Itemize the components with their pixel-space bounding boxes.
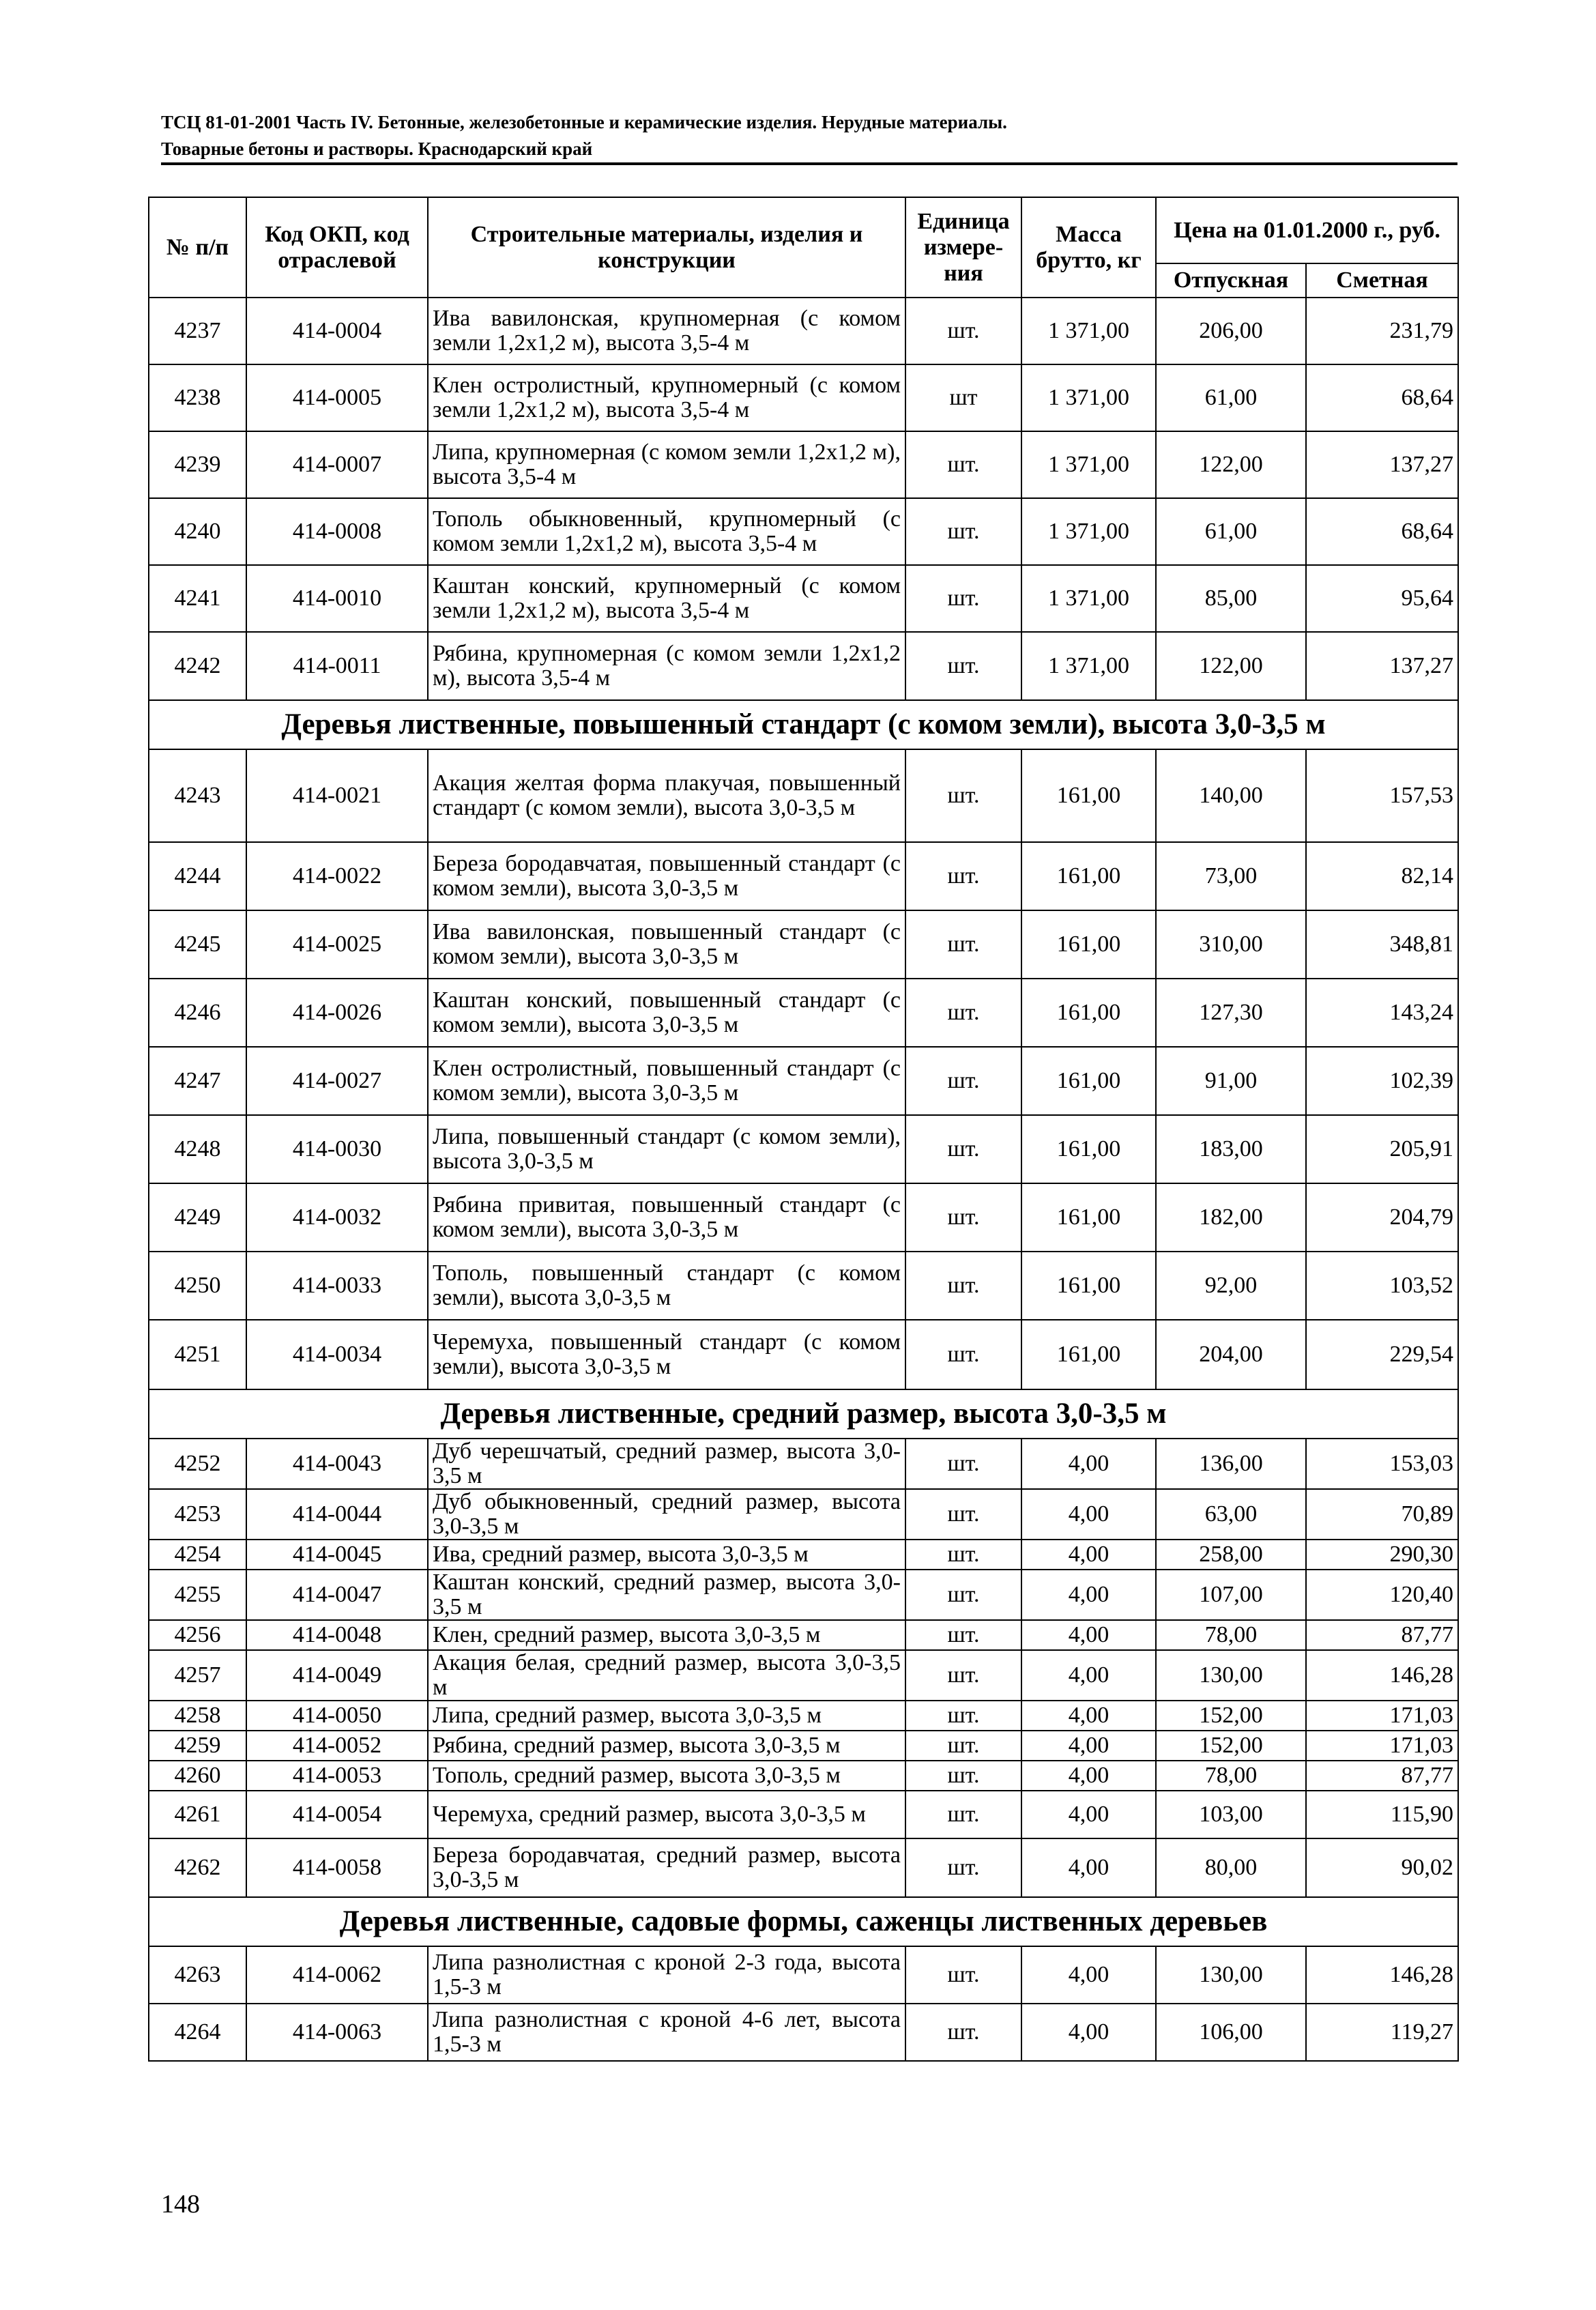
cell-num: 4247 xyxy=(149,1047,246,1115)
table-row xyxy=(149,1439,1458,1489)
cell-unit: шт. xyxy=(905,498,1021,565)
cell-unit: шт. xyxy=(905,979,1021,1047)
table-header xyxy=(149,197,1458,298)
cell-num: 4252 xyxy=(149,1439,246,1489)
cell-sm: 171,03 xyxy=(1306,1731,1458,1761)
cell-otp: 258,00 xyxy=(1156,1540,1306,1570)
cell-code: 414-0005 xyxy=(246,364,428,431)
cell-sm: 231,79 xyxy=(1306,298,1458,364)
cell-name: Черемуха, средний размер, высота 3,0-3,5 м xyxy=(428,1791,905,1838)
cell-otp: 183,00 xyxy=(1156,1115,1306,1183)
cell-sm: 87,77 xyxy=(1306,1761,1458,1791)
cell-otp: 78,00 xyxy=(1156,1761,1306,1791)
cell-code: 414-0008 xyxy=(246,498,428,565)
cell-num: 4253 xyxy=(149,1489,246,1540)
cell-otp: 204,00 xyxy=(1156,1320,1306,1389)
cell-name: Липа разнолистная с кроной 2-3 года, высота 1,5-3 м xyxy=(428,1946,905,2004)
cell-mass: 4,00 xyxy=(1021,1791,1156,1838)
cell-sm: 290,30 xyxy=(1306,1540,1458,1570)
cell-code: 414-0044 xyxy=(246,1489,428,1540)
cell-code: 414-0053 xyxy=(246,1761,428,1791)
table-row xyxy=(149,565,1458,632)
table-row xyxy=(149,1650,1458,1701)
cell-name: Каштан конский, крупномерный (с комом земли 1,2х1,2 м), высота 3,5-4 м xyxy=(428,565,905,632)
cell-name: Рябина привитая, повышенный стандарт (с комом земли), высота 3,0-3,5 м xyxy=(428,1183,905,1252)
cell-code: 414-0027 xyxy=(246,1047,428,1115)
cell-mass: 1 371,00 xyxy=(1021,565,1156,632)
table-row xyxy=(149,842,1458,910)
cell-code: 414-0011 xyxy=(246,632,428,700)
cell-mass: 4,00 xyxy=(1021,1731,1156,1761)
cell-code: 414-0010 xyxy=(246,565,428,632)
cell-unit: шт. xyxy=(905,910,1021,979)
cell-num: 4237 xyxy=(149,298,246,364)
cell-otp: 73,00 xyxy=(1156,842,1306,910)
cell-mass: 4,00 xyxy=(1021,1489,1156,1540)
cell-sm: 171,03 xyxy=(1306,1701,1458,1731)
table-row xyxy=(149,979,1458,1047)
col-header-price: Цена на 01.01.2000 г., руб. xyxy=(1156,197,1458,263)
header-line-2: Товарные бетоны и растворы. Краснодарский край xyxy=(161,139,593,159)
cell-unit: шт. xyxy=(905,1183,1021,1252)
cell-unit: шт. xyxy=(905,1731,1021,1761)
cell-otp: 152,00 xyxy=(1156,1701,1306,1731)
cell-num: 4246 xyxy=(149,979,246,1047)
cell-otp: 61,00 xyxy=(1156,364,1306,431)
cell-unit: шт. xyxy=(905,1570,1021,1620)
col-header-name: Строительные материалы, изделия и конструкции xyxy=(428,197,905,298)
cell-otp: 130,00 xyxy=(1156,1650,1306,1701)
table-row xyxy=(149,298,1458,364)
cell-unit: шт. xyxy=(905,1320,1021,1389)
cell-mass: 161,00 xyxy=(1021,1047,1156,1115)
table-row xyxy=(149,1731,1458,1761)
table-row xyxy=(149,1047,1458,1115)
cell-otp: 182,00 xyxy=(1156,1183,1306,1252)
cell-num: 4245 xyxy=(149,910,246,979)
cell-otp: 106,00 xyxy=(1156,2004,1306,2061)
cell-unit: шт. xyxy=(905,431,1021,498)
cell-otp: 61,00 xyxy=(1156,498,1306,565)
table-row xyxy=(149,1761,1458,1791)
cell-name: Черемуха, повышенный стандарт (с комом земли), высота 3,0-3,5 м xyxy=(428,1320,905,1389)
cell-num: 4262 xyxy=(149,1838,246,1897)
cell-otp: 80,00 xyxy=(1156,1838,1306,1897)
cell-num: 4248 xyxy=(149,1115,246,1183)
table-row xyxy=(149,1791,1458,1838)
cell-otp: 310,00 xyxy=(1156,910,1306,979)
table-row xyxy=(149,1946,1458,2004)
cell-unit: шт. xyxy=(905,1489,1021,1540)
cell-sm: 229,54 xyxy=(1306,1320,1458,1389)
cell-unit: шт. xyxy=(905,632,1021,700)
cell-unit: шт. xyxy=(905,749,1021,842)
cell-num: 4255 xyxy=(149,1570,246,1620)
cell-otp: 140,00 xyxy=(1156,749,1306,842)
col-header-code: Код ОКП, код отраслевой xyxy=(246,197,428,298)
cell-otp: 152,00 xyxy=(1156,1731,1306,1761)
table-row xyxy=(149,1115,1458,1183)
cell-sm: 102,39 xyxy=(1306,1047,1458,1115)
cell-name: Ива, средний размер, высота 3,0-3,5 м xyxy=(428,1540,905,1570)
cell-sm: 205,91 xyxy=(1306,1115,1458,1183)
cell-num: 4260 xyxy=(149,1761,246,1791)
cell-num: 4243 xyxy=(149,749,246,842)
cell-mass: 4,00 xyxy=(1021,1439,1156,1489)
cell-mass: 1 371,00 xyxy=(1021,298,1156,364)
cell-sm: 115,90 xyxy=(1306,1791,1458,1838)
cell-name: Каштан конский, повышенный стандарт (с комом земли), высота 3,0-3,5 м xyxy=(428,979,905,1047)
cell-otp: 136,00 xyxy=(1156,1439,1306,1489)
cell-sm: 87,77 xyxy=(1306,1620,1458,1650)
section-header-row xyxy=(149,700,1458,749)
section-title: Деревья лиственные, садовые формы, саженцы лиственных деревьев xyxy=(149,1897,1458,1946)
cell-num: 4258 xyxy=(149,1701,246,1731)
cell-sm: 146,28 xyxy=(1306,1946,1458,2004)
table-row xyxy=(149,364,1458,431)
cell-num: 4242 xyxy=(149,632,246,700)
cell-mass: 4,00 xyxy=(1021,1761,1156,1791)
cell-name: Тополь, повышенный стандарт (с комом земли), высота 3,0-3,5 м xyxy=(428,1252,905,1320)
cell-mass: 4,00 xyxy=(1021,1650,1156,1701)
cell-num: 4259 xyxy=(149,1731,246,1761)
cell-unit: шт. xyxy=(905,1761,1021,1791)
cell-sm: 120,40 xyxy=(1306,1570,1458,1620)
cell-code: 414-0022 xyxy=(246,842,428,910)
cell-sm: 146,28 xyxy=(1306,1650,1458,1701)
cell-otp: 78,00 xyxy=(1156,1620,1306,1650)
cell-mass: 1 371,00 xyxy=(1021,632,1156,700)
cell-unit: шт. xyxy=(905,565,1021,632)
table-row xyxy=(149,910,1458,979)
cell-unit: шт. xyxy=(905,842,1021,910)
cell-mass: 1 371,00 xyxy=(1021,364,1156,431)
cell-name: Тополь обыкновенный, крупномерный (с комом земли 1,2х1,2 м), высота 3,5-4 м xyxy=(428,498,905,565)
cell-sm: 68,64 xyxy=(1306,498,1458,565)
cell-name: Ива вавилонская, повышенный стандарт (с комом земли), высота 3,0-3,5 м xyxy=(428,910,905,979)
cell-num: 4250 xyxy=(149,1252,246,1320)
cell-sm: 204,79 xyxy=(1306,1183,1458,1252)
cell-num: 4238 xyxy=(149,364,246,431)
cell-name: Липа, повышенный стандарт (с комом земли), высота 3,0-3,5 м xyxy=(428,1115,905,1183)
cell-mass: 161,00 xyxy=(1021,1320,1156,1389)
cell-sm: 153,03 xyxy=(1306,1439,1458,1489)
cell-mass: 4,00 xyxy=(1021,1540,1156,1570)
cell-otp: 85,00 xyxy=(1156,565,1306,632)
cell-sm: 137,27 xyxy=(1306,632,1458,700)
cell-mass: 1 371,00 xyxy=(1021,498,1156,565)
cell-name: Береза бородавчатая, повышенный стандарт (с комом земли), высота 3,0-3,5 м xyxy=(428,842,905,910)
cell-code: 414-0004 xyxy=(246,298,428,364)
cell-mass: 161,00 xyxy=(1021,1183,1156,1252)
cell-num: 4254 xyxy=(149,1540,246,1570)
cell-code: 414-0054 xyxy=(246,1791,428,1838)
cell-otp: 127,30 xyxy=(1156,979,1306,1047)
table-row xyxy=(149,1489,1458,1540)
cell-unit: шт. xyxy=(905,1620,1021,1650)
cell-name: Рябина, крупномерная (с комом земли 1,2х1,2 м), высота 3,5-4 м xyxy=(428,632,905,700)
cell-unit: шт. xyxy=(905,2004,1021,2061)
cell-name: Береза бородавчатая, средний размер, высота 3,0-3,5 м xyxy=(428,1838,905,1897)
cell-mass: 161,00 xyxy=(1021,1115,1156,1183)
cell-code: 414-0063 xyxy=(246,2004,428,2061)
cell-num: 4241 xyxy=(149,565,246,632)
cell-mass: 161,00 xyxy=(1021,842,1156,910)
cell-name: Ива вавилонская, крупномерная (с комом земли 1,2х1,2 м), высота 3,5-4 м xyxy=(428,298,905,364)
cell-code: 414-0025 xyxy=(246,910,428,979)
cell-name: Липа, средний размер, высота 3,0-3,5 м xyxy=(428,1701,905,1731)
table-row xyxy=(149,1320,1458,1389)
section-title: Деревья лиственные, средний размер, высота 3,0-3,5 м xyxy=(149,1389,1458,1439)
cell-code: 414-0062 xyxy=(246,1946,428,2004)
cell-sm: 157,53 xyxy=(1306,749,1458,842)
cell-unit: шт. xyxy=(905,1115,1021,1183)
cell-mass: 1 371,00 xyxy=(1021,431,1156,498)
cell-name: Рябина, средний размер, высота 3,0-3,5 м xyxy=(428,1731,905,1761)
table-row xyxy=(149,1570,1458,1620)
cell-otp: 103,00 xyxy=(1156,1791,1306,1838)
table-row xyxy=(149,498,1458,565)
cell-otp: 206,00 xyxy=(1156,298,1306,364)
cell-mass: 161,00 xyxy=(1021,979,1156,1047)
cell-num: 4239 xyxy=(149,431,246,498)
cell-unit: шт. xyxy=(905,1540,1021,1570)
cell-mass: 4,00 xyxy=(1021,2004,1156,2061)
section-header-row xyxy=(149,1897,1458,1946)
cell-name: Дуб обыкновенный, средний размер, высота 3,0-3,5 м xyxy=(428,1489,905,1540)
cell-unit: шт xyxy=(905,364,1021,431)
cell-code: 414-0034 xyxy=(246,1320,428,1389)
cell-num: 4263 xyxy=(149,1946,246,2004)
cell-unit: шт. xyxy=(905,1791,1021,1838)
cell-num: 4261 xyxy=(149,1791,246,1838)
cell-otp: 92,00 xyxy=(1156,1252,1306,1320)
cell-sm: 82,14 xyxy=(1306,842,1458,910)
header-line-1: ТСЦ 81-01-2001 Часть IV. Бетонные, железобетонные и керамические изделия. Нерудные материалы. xyxy=(161,112,1007,132)
cell-name: Акация желтая форма плакучая, повышенный стандарт (с комом земли), высота 3,0-3,5 м xyxy=(428,749,905,842)
cell-unit: шт. xyxy=(905,1252,1021,1320)
cell-code: 414-0049 xyxy=(246,1650,428,1701)
cell-mass: 161,00 xyxy=(1021,910,1156,979)
cell-code: 414-0050 xyxy=(246,1701,428,1731)
cell-name: Клен остролистный, повышенный стандарт (с комом земли), высота 3,0-3,5 м xyxy=(428,1047,905,1115)
cell-num: 4249 xyxy=(149,1183,246,1252)
table-body xyxy=(149,298,1458,2061)
cell-code: 414-0058 xyxy=(246,1838,428,1897)
cell-mass: 161,00 xyxy=(1021,749,1156,842)
cell-otp: 91,00 xyxy=(1156,1047,1306,1115)
col-header-sm: Сметная xyxy=(1306,263,1458,298)
col-header-num: № п/п xyxy=(149,197,246,298)
cell-num: 4244 xyxy=(149,842,246,910)
page-header xyxy=(161,109,1464,162)
cell-name: Дуб черешчатый, средний размер, высота 3,0-3,5 м xyxy=(428,1439,905,1489)
cell-unit: шт. xyxy=(905,1439,1021,1489)
cell-unit: шт. xyxy=(905,298,1021,364)
cell-sm: 137,27 xyxy=(1306,431,1458,498)
cell-name: Клен, средний размер, высота 3,0-3,5 м xyxy=(428,1620,905,1650)
cell-code: 414-0047 xyxy=(246,1570,428,1620)
cell-mass: 4,00 xyxy=(1021,1701,1156,1731)
table-row xyxy=(149,1701,1458,1731)
cell-unit: шт. xyxy=(905,1946,1021,2004)
cell-code: 414-0030 xyxy=(246,1115,428,1183)
col-header-mass: Масса брутто, кг xyxy=(1021,197,1156,298)
table-row xyxy=(149,1540,1458,1570)
cell-num: 4257 xyxy=(149,1650,246,1701)
cell-num: 4256 xyxy=(149,1620,246,1650)
cell-unit: шт. xyxy=(905,1838,1021,1897)
cell-unit: шт. xyxy=(905,1650,1021,1701)
cell-sm: 143,24 xyxy=(1306,979,1458,1047)
cell-code: 414-0048 xyxy=(246,1620,428,1650)
table-row xyxy=(149,1252,1458,1320)
cell-sm: 68,64 xyxy=(1306,364,1458,431)
cell-num: 4240 xyxy=(149,498,246,565)
cell-name: Липа разнолистная с кроной 4-6 лет, высота 1,5-3 м xyxy=(428,2004,905,2061)
cell-name: Каштан конский, средний размер, высота 3,0-3,5 м xyxy=(428,1570,905,1620)
cell-name: Клен остролистный, крупномерный (с комом земли 1,2х1,2 м), высота 3,5-4 м xyxy=(428,364,905,431)
cell-mass: 4,00 xyxy=(1021,1620,1156,1650)
cell-name: Липа, крупномерная (с комом земли 1,2х1,2 м), высота 3,5-4 м xyxy=(428,431,905,498)
cell-sm: 70,89 xyxy=(1306,1489,1458,1540)
cell-code: 414-0045 xyxy=(246,1540,428,1570)
cell-code: 414-0043 xyxy=(246,1439,428,1489)
table-row xyxy=(149,1183,1458,1252)
table-row xyxy=(149,632,1458,700)
price-table xyxy=(148,197,1459,2062)
cell-sm: 103,52 xyxy=(1306,1252,1458,1320)
table-row xyxy=(149,1620,1458,1650)
cell-otp: 63,00 xyxy=(1156,1489,1306,1540)
cell-code: 414-0032 xyxy=(246,1183,428,1252)
cell-code: 414-0026 xyxy=(246,979,428,1047)
cell-otp: 122,00 xyxy=(1156,431,1306,498)
cell-sm: 119,27 xyxy=(1306,2004,1458,2061)
cell-num: 4251 xyxy=(149,1320,246,1389)
cell-unit: шт. xyxy=(905,1701,1021,1731)
table-row xyxy=(149,749,1458,842)
col-header-otp: Отпускная xyxy=(1156,263,1306,298)
cell-code: 414-0021 xyxy=(246,749,428,842)
page-number: 148 xyxy=(161,2190,200,2219)
cell-mass: 161,00 xyxy=(1021,1252,1156,1320)
cell-code: 414-0052 xyxy=(246,1731,428,1761)
cell-num: 4264 xyxy=(149,2004,246,2061)
cell-mass: 4,00 xyxy=(1021,1838,1156,1897)
cell-unit: шт. xyxy=(905,1047,1021,1115)
cell-code: 414-0033 xyxy=(246,1252,428,1320)
cell-name: Тополь, средний размер, высота 3,0-3,5 м xyxy=(428,1761,905,1791)
cell-sm: 90,02 xyxy=(1306,1838,1458,1897)
cell-sm: 95,64 xyxy=(1306,565,1458,632)
table-row xyxy=(149,2004,1458,2061)
section-header-row xyxy=(149,1389,1458,1439)
header-rule xyxy=(161,162,1457,165)
cell-otp: 130,00 xyxy=(1156,1946,1306,2004)
col-header-unit: Единица измере-ния xyxy=(905,197,1021,298)
cell-name: Акация белая, средний размер, высота 3,0-3,5 м xyxy=(428,1650,905,1701)
cell-mass: 4,00 xyxy=(1021,1946,1156,2004)
cell-otp: 122,00 xyxy=(1156,632,1306,700)
cell-sm: 348,81 xyxy=(1306,910,1458,979)
cell-mass: 4,00 xyxy=(1021,1570,1156,1620)
cell-otp: 107,00 xyxy=(1156,1570,1306,1620)
table-row xyxy=(149,1838,1458,1897)
section-title: Деревья лиственные, повышенный стандарт (с комом земли), высота 3,0-3,5 м xyxy=(149,700,1458,749)
table-row xyxy=(149,431,1458,498)
cell-code: 414-0007 xyxy=(246,431,428,498)
